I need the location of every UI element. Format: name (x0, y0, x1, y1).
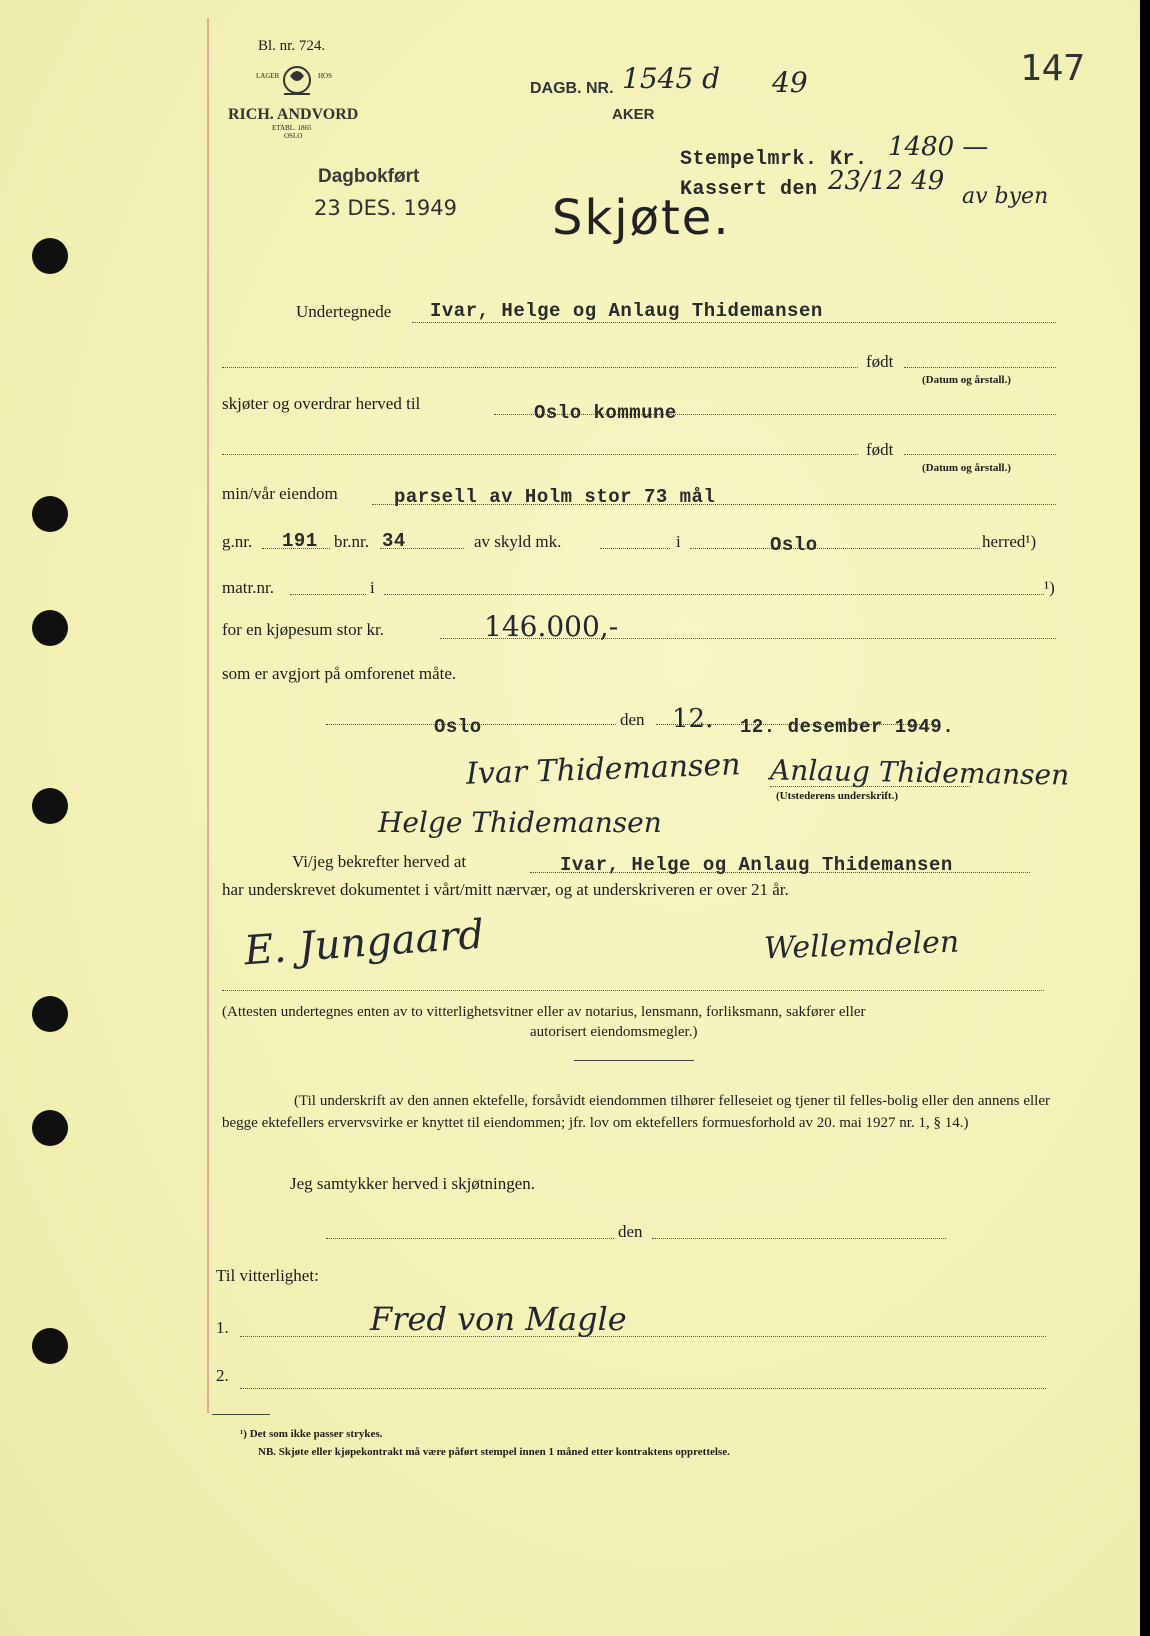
margin-rule (207, 18, 209, 1413)
stempelmerke-label: Stempelmrk. Kr. (680, 148, 868, 171)
kassert-value: 23/12 49 (828, 166, 945, 196)
witness-1-signature: Fred von Magle (370, 1300, 627, 1338)
dagb-year: 49 (772, 66, 808, 99)
datum-note-2: (Datum og årstall.) (922, 462, 1011, 474)
datum-note: (Datum og årstall.) (922, 374, 1011, 386)
spouse-den-label: den (618, 1222, 643, 1241)
signature-anlaug: Anlaug Thidemansen (769, 753, 1070, 792)
publisher-logo-icon (262, 60, 332, 106)
kjopesum-value: 146.000,- (484, 610, 619, 643)
publisher-name: RICH. ANDVORD (228, 106, 359, 123)
eiendom-label: min/vår eiendom (222, 484, 338, 503)
skyld-label: av skyld mk. (474, 532, 562, 551)
punch-hole (32, 1328, 68, 1364)
punch-hole (32, 496, 68, 532)
skjoter-value: Oslo kommune (534, 402, 677, 424)
attest-line2: har underskrevet dokumentet i vårt/mitt nærvær, og at underskriveren er over 21 år. (222, 880, 789, 899)
dagbokfort-date: 23 DES. 1949 (314, 196, 457, 220)
avgjort-text: som er avgjort på omforenet måte. (222, 664, 457, 683)
bekrefter-label: Vi/jeg bekrefter herved at (292, 852, 467, 871)
skjoter-label: skjøter og overdrar herved til (222, 394, 421, 413)
footnote-mark: ¹) (1044, 578, 1055, 597)
punch-hole (32, 610, 68, 646)
attest-note-2: autorisert eiendomsmegler.) (530, 1024, 698, 1040)
publisher-established: ETABL. 1865 (272, 124, 312, 132)
signature-ivar: Ivar Thidemansen (465, 747, 742, 792)
brnr-label: br.nr. (334, 532, 369, 551)
witness-signature-1: E. Jungaard (242, 911, 486, 975)
punch-hole (32, 238, 68, 274)
punch-hole (32, 1110, 68, 1146)
undertegnede-label: Undertegnede (296, 302, 392, 321)
date-day: 12. (672, 704, 714, 734)
eiendom-value: parsell av Holm stor 73 mål (394, 486, 716, 508)
punch-hole (32, 996, 68, 1032)
herred-value: Oslo (770, 534, 818, 556)
aker-stamp: AKER (612, 106, 655, 123)
footnote-1: ¹) Det som ikke passer strykes. (240, 1428, 383, 1440)
fodt-label-2: født (866, 440, 894, 459)
gnr-value: 191 (282, 530, 318, 552)
dagb-label: DAGB. NR. (530, 80, 614, 97)
witness-signature-2: Wellemdelen (763, 924, 960, 967)
publisher-city: OSLO (284, 132, 303, 140)
witness-number-2: 2. (216, 1366, 229, 1385)
witness-number-1: 1. (216, 1318, 229, 1337)
gnr-label: g.nr. (222, 532, 253, 551)
dagbokfort-stamp: Dagbokført (318, 166, 420, 187)
vitterlighet-label: Til vitterlighet: (216, 1266, 319, 1285)
publisher-logo: LAGER HOS (262, 60, 332, 106)
page-number: 147 (1020, 48, 1086, 89)
fodt-label: født (866, 352, 894, 371)
signature-helge: Helge Thidemansen (378, 806, 662, 839)
kassert-suffix: av byen (962, 184, 1049, 209)
matr-i-label: i (370, 578, 375, 597)
kjopesum-label: for en kjøpesum stor kr. (222, 620, 384, 639)
brnr-value: 34 (382, 530, 406, 552)
attest-note-1: (Attesten undertegnes enten av to vitterlighetsvitner eller av notarius, lensmann, forliksmann, sakfører eller (222, 1004, 866, 1020)
place-value: Oslo (434, 716, 482, 738)
den-label: den (620, 710, 645, 729)
form-number: Bl. nr. 724. (258, 38, 326, 54)
spouse-note: (Til underskrift av den annen ektefelle, forsåvidt eiendommen tilhører felleseiet og tjener til felles-bolig eller den annens eller begge ektefellers ervervsvirke er knyttet til eiendommen; jfr. lov om ektefellers formuesforhold av 20. mai 1927 nr. 1, § 14.) (222, 1093, 1050, 1131)
herred-label: herred¹) (982, 532, 1037, 551)
date-value: 12. desember 1949. (740, 716, 955, 738)
punch-hole (32, 788, 68, 824)
undertegnede-value: Ivar, Helge og Anlaug Thidemansen (430, 300, 823, 322)
stempelmerke-value: 1480 — (888, 132, 989, 162)
bekrefter-value: Ivar, Helge og Anlaug Thidemansen (560, 854, 953, 876)
matrnr-label: matr.nr. (222, 578, 274, 597)
i-label: i (676, 532, 681, 551)
utsteder-note: (Utstederens underskrift.) (776, 790, 899, 802)
dagb-number: 1545 d (622, 62, 721, 95)
kassert-label: Kassert den (680, 178, 818, 201)
consent-text: Jeg samtykker herved i skjøtningen. (290, 1174, 536, 1193)
footnote-2: NB. Skjøte eller kjøpekontrakt må være påført stempel innen 1 måned etter kontraktens opprettelse. (258, 1446, 730, 1458)
document-title: Skjøte. (552, 190, 731, 246)
